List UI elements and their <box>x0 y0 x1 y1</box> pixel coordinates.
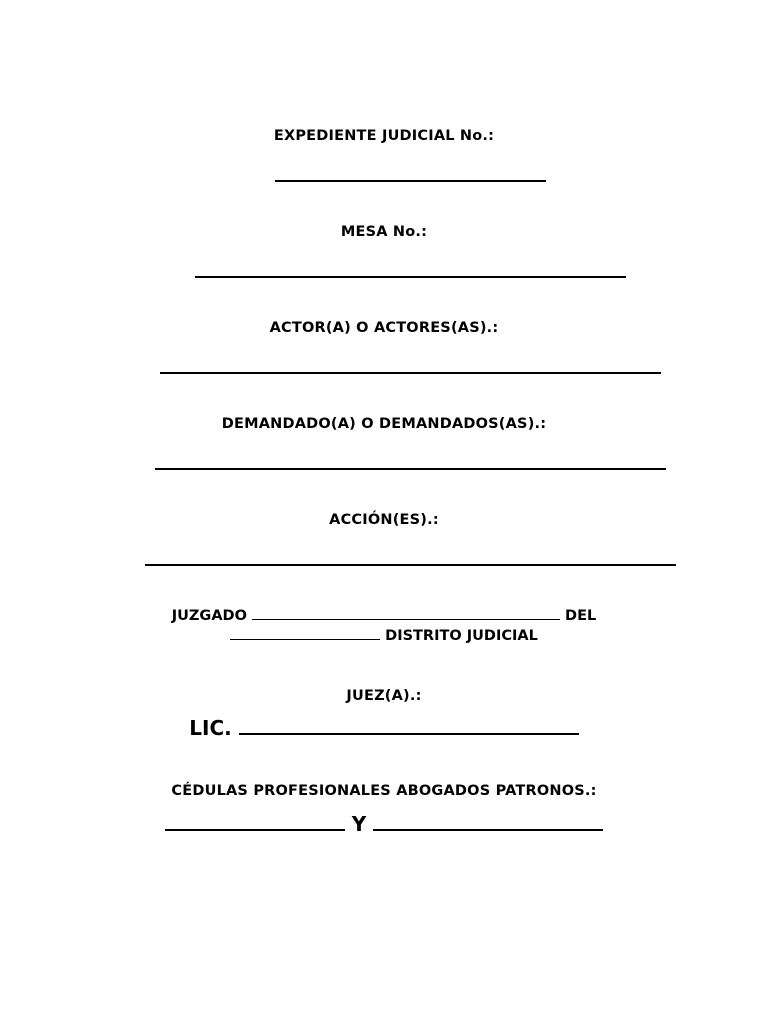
juzgado-line <box>0 608 768 624</box>
actor-label: ACTOR(A) O ACTORES(AS).: <box>269 320 499 336</box>
mesa-field-line[interactable] <box>195 276 626 278</box>
mesa-label: MESA No.: <box>340 224 428 240</box>
juzgado-field-line[interactable] <box>252 618 560 620</box>
distrito-line <box>0 628 768 644</box>
distrito-judicial-label: DISTRITO JUDICIAL <box>385 628 538 644</box>
lic-prefix: LIC. <box>189 716 232 740</box>
juzgado-del: DEL <box>565 608 597 624</box>
expediente-label: EXPEDIENTE JUDICIAL No.: <box>273 128 495 144</box>
cedulas-connector: Y <box>351 812 367 836</box>
juzgado-prefix: JUZGADO <box>171 608 247 624</box>
juez-field-line[interactable] <box>239 732 579 735</box>
distrito-field-line[interactable] <box>230 638 380 640</box>
juez-label: JUEZ(A).: <box>346 688 422 704</box>
cedulas-label: CÉDULAS PROFESIONALES ABOGADOS PATRONOS.: <box>171 783 597 799</box>
expediente-field-line[interactable] <box>275 180 546 182</box>
lic-line <box>0 716 768 740</box>
demandado-field-line[interactable] <box>155 468 666 470</box>
cedulas-line <box>0 812 768 836</box>
accion-label: ACCIÓN(ES).: <box>329 512 439 528</box>
actor-field-line[interactable] <box>160 372 661 374</box>
cedula-field-line-2[interactable] <box>373 828 603 831</box>
demandado-label: DEMANDADO(A) O DEMANDADOS(AS).: <box>221 416 547 432</box>
accion-field-line[interactable] <box>145 564 676 566</box>
cedula-field-line-1[interactable] <box>165 828 345 831</box>
